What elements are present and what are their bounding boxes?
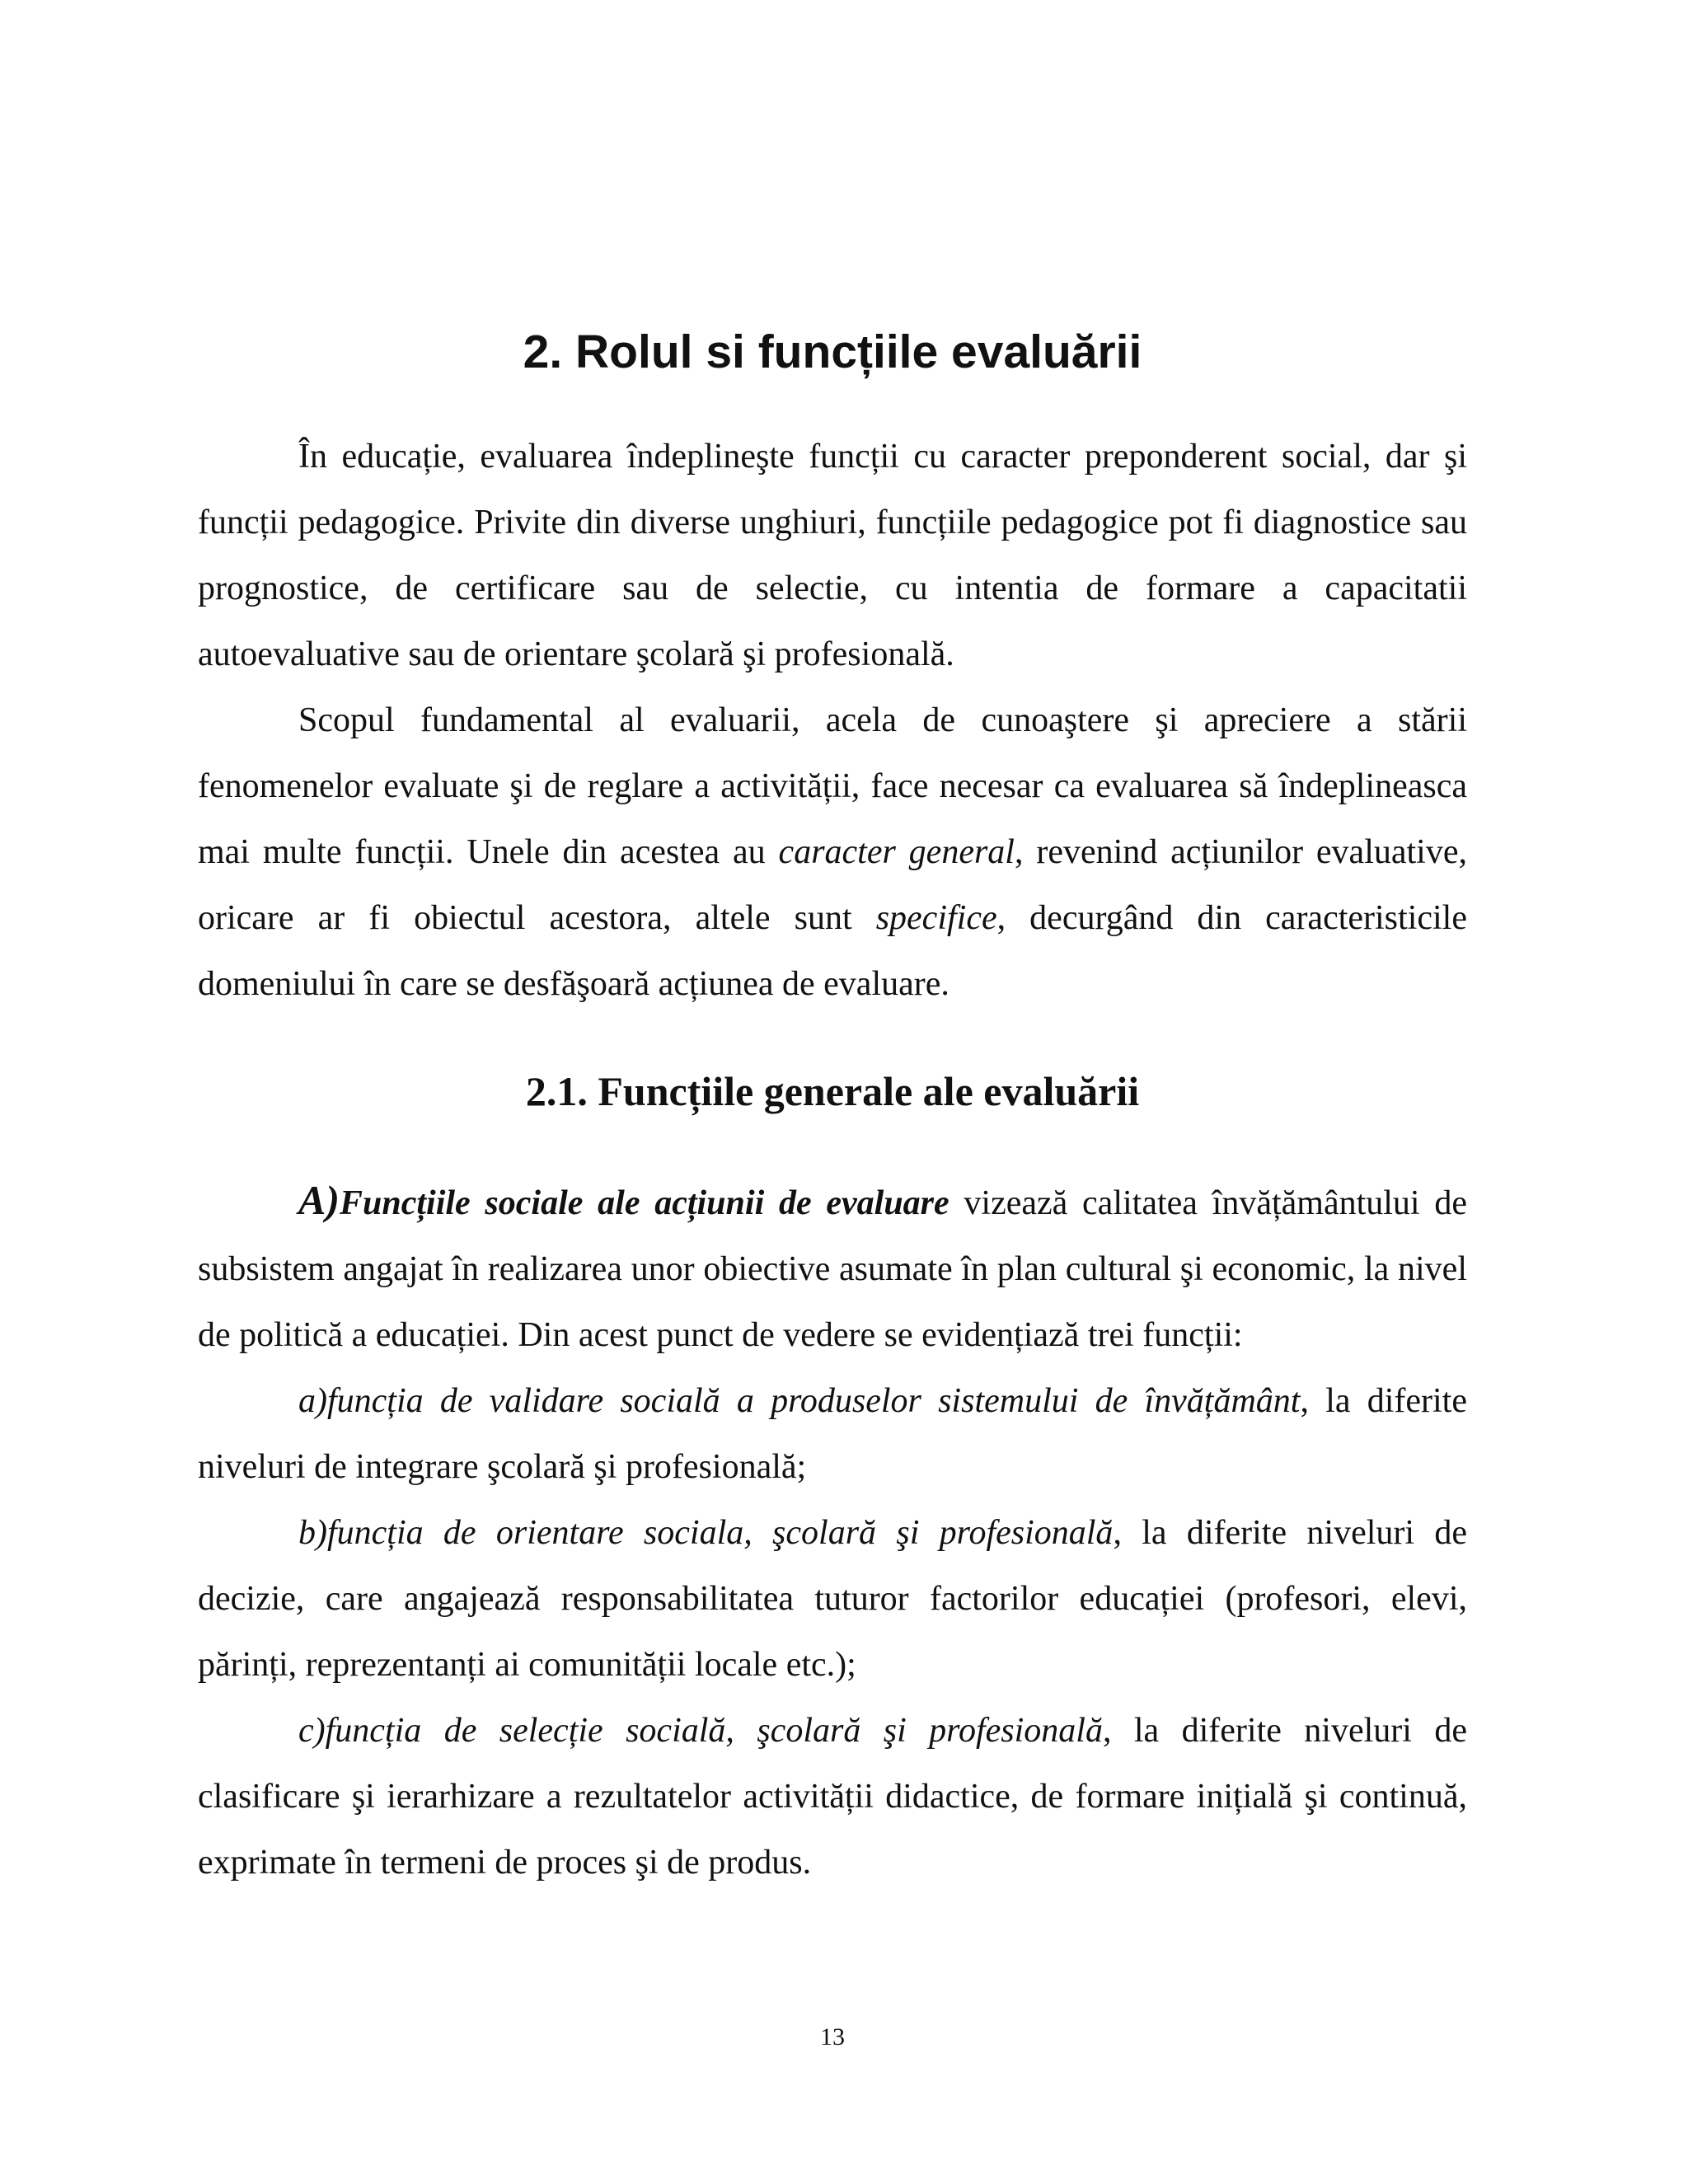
- page-number: 13: [820, 2023, 845, 2050]
- item-letter-a: A): [298, 1177, 340, 1223]
- function-a-paragraph: [198, 1368, 1467, 1500]
- intro-paragraph-2-text-b: , revenind acțiunilor evaluative, oricare ar fi obiectul acestora, altele sunt: [198, 833, 1467, 937]
- intro-section: [198, 424, 1467, 1017]
- intro-paragraph-1: În educație, evaluarea îndeplineşte funcții cu caracter preponderent social, dar şi funcții pedagogice. Privite din diverse unghiuri, funcțiile pedagogice pot fi diagnostice sau prognostice, de certificare sau de selectie, cu intentia de formare a capacitatii autoevaluative sau de orientare şcolară şi profesională.: [198, 438, 1467, 673]
- chapter-title: 2. Rolul si funcțiile evaluării: [523, 326, 1142, 378]
- function-a-term: a)funcția de validare socială a produselor sistemului de învățământ: [298, 1382, 1301, 1420]
- intro-paragraph-2-text-c: , decurgând din caracteristicile domeniului în care se desfăşoară acțiunea de evaluare.: [198, 899, 1467, 1003]
- intro-paragraph-2: [198, 687, 1467, 1017]
- function-b-text: , la diferite niveluri de decizie, care angajează responsabilitatea tuturor factorilor educației (profesori, elevi, părinți, reprezentanți ai comunității locale etc.);: [198, 1514, 1467, 1684]
- section-title: 2.1. Funcțiile generale ale evaluării: [525, 1068, 1140, 1114]
- function-b-term: b)funcția de orientare sociala, şcolară şi profesională: [298, 1514, 1114, 1552]
- intro-paragraph-2-text-a: Scopul fundamental al evaluarii, acela de cunoaştere şi apreciere a stării fenomenelor evaluate şi de reglare a activității, face necesar ca evaluarea să îndeplineasca mai multe funcții. Unele din acestea au: [198, 701, 1467, 871]
- social-functions-term: Funcțiile sociale ale acțiunii de evaluare: [340, 1184, 950, 1222]
- caracter-general-term: caracter general: [778, 833, 1015, 871]
- function-c-term: c)funcția de selecție socială, şcolară şi profesională: [298, 1712, 1103, 1750]
- function-a-text: , la diferite niveluri de integrare şcolară şi profesională;: [198, 1382, 1467, 1486]
- social-functions-paragraph: [198, 1167, 1467, 1368]
- social-functions-section: [198, 1167, 1467, 1896]
- function-b-paragraph: [198, 1500, 1467, 1698]
- function-c-text: , la diferite niveluri de clasificare şi ierarhizare a rezultatelor activității didactice, de formare inițială şi continuă, exprimate în termeni de proces şi de produs.: [198, 1712, 1467, 1882]
- specifice-term: specifice: [875, 899, 997, 937]
- document-page: [198, 0, 1467, 2184]
- social-functions-text: vizează calitatea învățământului de subsistem angajat în realizarea unor obiective asumate în plan cultural şi economic, la nivel de politică a educației. Din acest punct de vedere se evidențiază trei funcții:: [198, 1184, 1467, 1354]
- function-c-paragraph: [198, 1698, 1467, 1896]
